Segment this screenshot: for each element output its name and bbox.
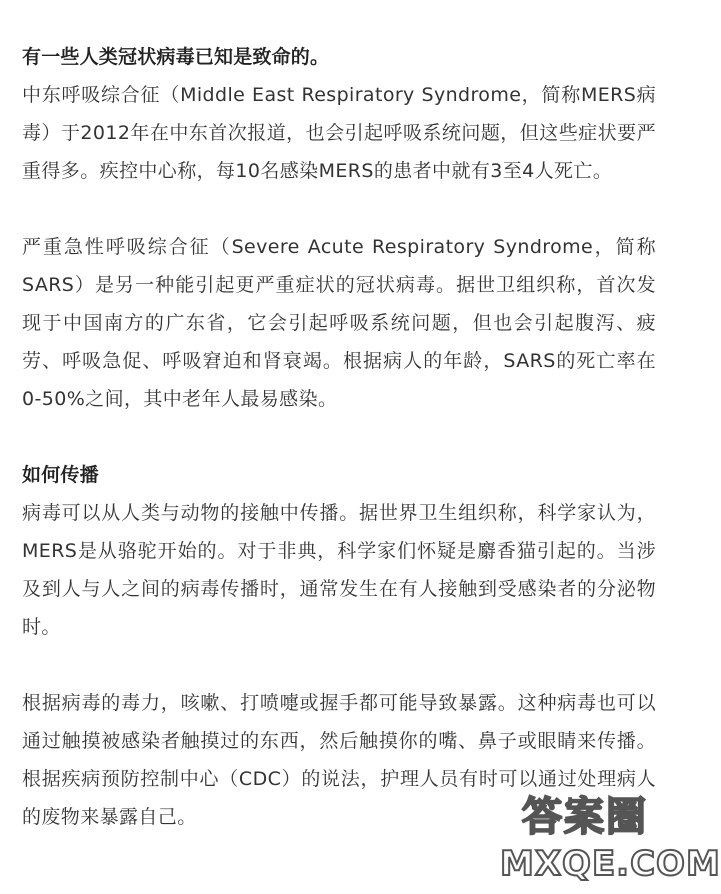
paragraph-transmission: 病毒可以从人类与动物的接触中传播。据世界卫生组织称，科学家认为，MERS是从骆驼开始的。对于非典，科学家们怀疑是麝香猫引起的。当涉及到人与人之间的病毒传播时，通常发生在有人接触到受感染者的分泌物时。 xyxy=(22,502,656,638)
paragraph-sars: 严重急性呼吸综合征（Severe Acute Respiratory Syndrome，简称SARS）是另一种能引起更严重症状的冠状病毒。据世卫组织称，首次发现于中国南方的广东省，它会引起呼吸系统问题，但也会引起腹泻、疲劳、呼吸急促、呼吸窘迫和肾衰竭。根据病人的年龄，SARS的死亡率在0-50%之间，其中老年人最易感染。 xyxy=(22,236,656,410)
paragraph-mers: 中东呼吸综合征（Middle East Respiratory Syndrome，简称MERS病毒）于2012年在中东首次报道，也会引起呼吸系统问题，但这些症状要严重得多。疾控中心称，每10名感染MERS的患者中就有3至4人死亡。 xyxy=(22,84,656,182)
watermark-top-text: 答案圈 xyxy=(522,794,648,840)
heading-how-it-spreads: 如何传播 xyxy=(22,464,99,486)
paragraph-spacer xyxy=(22,190,656,228)
heading-deadly-coronaviruses: 有一些人类冠状病毒已知是致命的。 xyxy=(22,46,330,68)
watermark-bottom-text: MXQE.COM xyxy=(500,844,721,884)
paragraph-exposure: 根据病毒的毒力，咳嗽、打喷嚏或握手都可能导致暴露。这种病毒也可以通过触摸被感染者触摸过的东西，然后触摸你的嘴、鼻子或眼睛来传播。根据疾病预防控制中心（CDC）的说法，护理人员有时可以通过处理病人的废物来暴露自己。 xyxy=(22,692,656,828)
watermark-logo xyxy=(500,792,721,892)
paragraph-spacer xyxy=(22,418,656,456)
paragraph-spacer xyxy=(22,646,656,684)
article xyxy=(22,38,656,836)
